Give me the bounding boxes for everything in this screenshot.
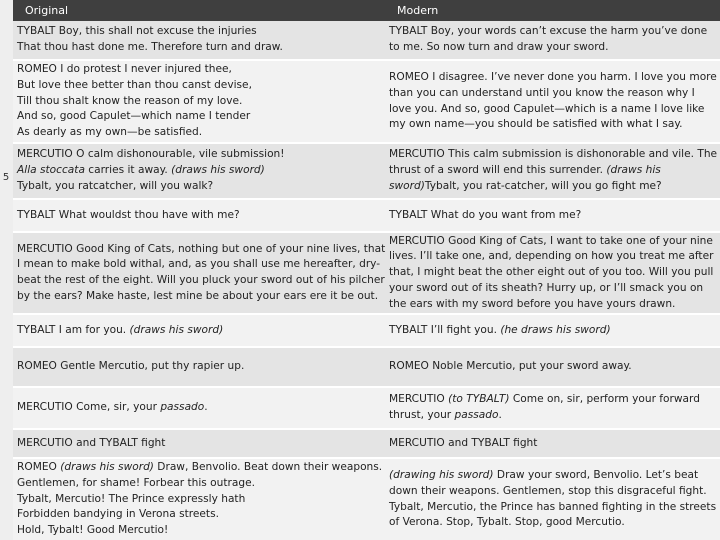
- original-cell: MERCUTIO O calm dishonourable, vile submission! Alla stoccata carries it away. (draws his sword) Tybalt, you ratcatcher, will you walk?: [17, 148, 285, 192]
- line-number: 5: [2, 172, 10, 183]
- table-row: [13, 348, 720, 388]
- modern-cell: MERCUTIO (to TYBALT) Come on, sir, perform your forward thrust, your passado.: [389, 393, 700, 421]
- original-cell: MERCUTIO Come, sir, your passado.: [17, 401, 208, 414]
- table-header: [13, 0, 720, 21]
- original-cell: ROMEO (draws his sword) Draw, Benvolio. Beat down their weapons. Gentlemen, for shame! Forbear this outrage. Tybalt, Mercutio! The Prince expressly hath Forbidden bandying in Verona streets. Hold, Tybalt! Good Mercutio!: [17, 461, 383, 537]
- table-row: [13, 315, 720, 348]
- table-row: [13, 61, 720, 144]
- original-cell: TYBALT Boy, this shall not excuse the injuries That thou hast done me. Therefore turn and draw.: [17, 25, 283, 53]
- left-margin-bar: [0, 0, 14, 540]
- modern-cell: MERCUTIO Good King of Cats, I want to take one of your nine lives. I’ll take one, and, depending on how you treat me after that, I might beat the other eight out of you too. Will you pull your sword out of its sheath? Hurry up, or I’ll smack you on the ears with my sword before you have yours drawn.: [389, 234, 714, 310]
- table-row: [13, 21, 720, 61]
- original-cell: ROMEO I do protest I never injured thee, But love thee better than thou canst devise, Till thou shalt know the reason of my love. And so, good Capulet—which name I tender As dearly as my own—be satisfied.: [17, 63, 252, 139]
- modern-cell: ROMEO I disagree. I’ve never done you harm. I love you more than you can understand until you know the reason why I love you. And so, good Capulet—which is a name I love like my own name—you should be satisfied with what I say.: [389, 71, 717, 131]
- header-modern: Modern: [397, 4, 439, 17]
- modern-cell: (drawing his sword) Draw your sword, Benvolio. Let’s beat down their weapons. Gentlemen, stop this disgraceful fight. Tybalt, Mercutio, the Prince has banned fighting in the streets of Verona. Stop, Tybalt. Stop, good Mercutio.: [389, 469, 717, 529]
- original-cell: MERCUTIO and TYBALT fight: [17, 436, 166, 449]
- original-cell: MERCUTIO Good King of Cats, nothing but one of your nine lives, that I mean to make bold withal, and, as you shall use me hereafter, dry-beat the rest of the eight. Will you pluck your sword out of his pilcher by the ears? Make haste, lest mine be about your ears ere it be out.: [17, 242, 386, 302]
- modern-cell: TYBALT What do you want from me?: [389, 208, 582, 221]
- table-row: [13, 233, 720, 315]
- modern-cell: MERCUTIO This calm submission is dishonorable and vile. The thrust of a sword will end this surrender. (draws his sword)Tybalt, you rat-catcher, will you go fight me?: [389, 148, 718, 192]
- translation-table: [13, 0, 720, 540]
- original-cell: TYBALT What wouldst thou have with me?: [17, 208, 240, 221]
- modern-cell: ROMEO Noble Mercutio, put your sword away.: [389, 360, 632, 373]
- original-cell: TYBALT I am for you. (draws his sword): [17, 323, 224, 336]
- modern-cell: TYBALT I’ll fight you. (he draws his sword): [389, 323, 611, 336]
- table-row: [13, 144, 720, 200]
- table-row: [13, 459, 720, 540]
- table-row: [13, 430, 720, 459]
- table-row: [13, 388, 720, 430]
- original-cell: ROMEO Gentle Mercutio, put thy rapier up.: [17, 360, 245, 373]
- table-row: [13, 200, 720, 233]
- header-original: Original: [25, 4, 69, 17]
- modern-cell: TYBALT Boy, your words can’t excuse the harm you’ve done to me. So now turn and draw your sword.: [389, 25, 708, 53]
- modern-cell: MERCUTIO and TYBALT fight: [389, 436, 538, 449]
